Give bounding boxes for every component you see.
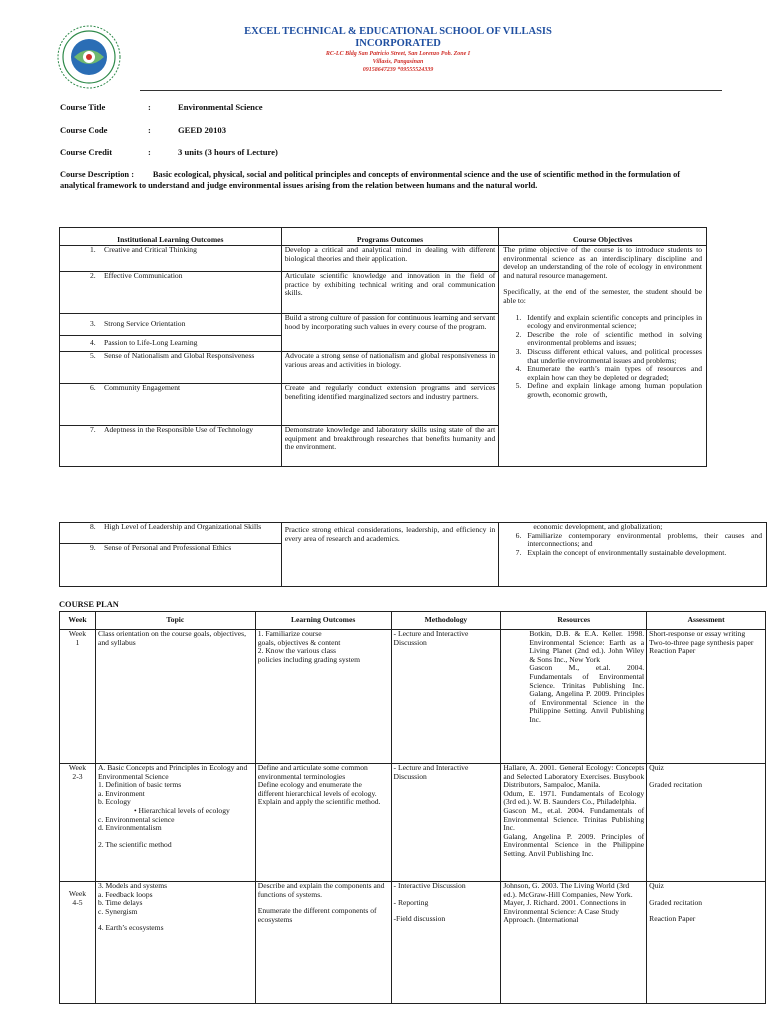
resources-cell <box>501 764 647 882</box>
methodology-cell <box>391 764 501 882</box>
topic-line: c. Synergism <box>97 906 138 916</box>
resource-line: Hallare, A. 2001. General Ecology: Concepts and Selected Laboratory Exercises. Busybook Distributors, Sampaloc, Manila. <box>503 763 645 790</box>
plan-header-outcomes: Learning Outcomes <box>255 612 391 630</box>
po-item: Practice strong ethical considerations, leadership, and efficiency in every area of research and academics. <box>284 525 496 543</box>
plan-header-topic: Topic <box>95 612 255 630</box>
ilo-num: 2. <box>90 271 96 280</box>
school-contact: 09158647239 *09555524339 <box>362 67 434 73</box>
ilo-text: Sense of Nationalism and Global Responsiveness <box>104 351 255 360</box>
assessment-line: Reaction Paper <box>649 646 696 656</box>
co-num: 2. <box>515 329 522 339</box>
co-item <box>503 532 762 549</box>
table-row <box>60 882 766 1004</box>
course-description-label: Course Description <box>60 170 130 179</box>
outcome-line: policies including grading system <box>257 654 361 664</box>
topic-line: 4. Earth’s ecosystems <box>97 923 164 933</box>
ilo-column <box>60 523 282 587</box>
co-continued: economic development, and globalization; <box>533 522 663 531</box>
assessment-line: Quiz <box>649 763 664 772</box>
resources-cell <box>501 630 647 764</box>
outcome-line: 2. Know the various class <box>257 646 336 656</box>
ilo-text: Creative and Critical Thinking <box>104 245 197 254</box>
co-item <box>503 331 702 348</box>
header-divider <box>140 90 722 91</box>
ilo-item <box>60 336 281 352</box>
outcomes-cell <box>255 630 391 764</box>
colon: : <box>131 170 134 179</box>
co-item <box>503 314 702 331</box>
outcome-line: Define and articulate some common environmental terminologies <box>257 763 368 781</box>
po-column <box>281 246 499 467</box>
school-name-line-1: EXCEL TECHNICAL & EDUCATIONAL SCHOOL OF VILLASIS <box>244 26 552 37</box>
topic-line: 3. Models and systems <box>97 881 168 890</box>
resource-line: Mayer, J. Richard. 2001. Connections in Environmental Science: A Case Study Approach. (International <box>503 898 626 925</box>
ilo-text: Community Engagement <box>104 383 181 392</box>
topic-line: • Hierarchical levels of ecology <box>133 805 230 815</box>
methodology-cell <box>391 630 501 764</box>
po-item: Advocate a strong sense of nationalism and global responsiveness in various areas and activities in biology. <box>282 352 499 384</box>
ilo-num: 4. <box>90 338 96 347</box>
co-header: Course Objectives <box>499 228 707 246</box>
co-text: Discuss different ethical values, and political processes that underlie environmental issues and problems; <box>527 346 702 365</box>
assessment-cell <box>647 630 766 764</box>
plan-header-week: Week <box>60 612 96 630</box>
plan-header-row <box>60 612 766 630</box>
co-num: 6. <box>515 530 522 540</box>
po-item: Create and regularly conduct extension programs and services benefiting identified marginalized sectors and industry partners. <box>282 384 499 426</box>
school-name-line-2: INCORPORATED <box>355 38 441 49</box>
plan-header-assessment: Assessment <box>647 612 766 630</box>
colon: : <box>148 125 151 135</box>
week-number: 1 <box>75 637 80 647</box>
resource-line: Botkin, D.B. & E.A. Keller. 1998. Environmental Science: Earth as a Living Planet (2nd ed.). John Wiley & Sons Inc., New York <box>529 629 645 664</box>
week-cell <box>60 630 96 764</box>
assessment-cell <box>647 882 766 1004</box>
course-title-value: Environmental Science <box>178 102 263 112</box>
table-row <box>60 764 766 882</box>
co-item <box>503 549 762 558</box>
ilo-item <box>60 272 281 314</box>
topic-line: a. Feedback loops <box>97 889 153 899</box>
ilo-num: 6. <box>90 383 96 392</box>
po-column <box>281 523 499 587</box>
resource-line: Gascon M., et.al. 2004. Fundamentals of Environmental Science. Trinitas Publishing Inc. <box>503 805 645 833</box>
co-text: Define and explain linkage among human population growth, economic growth, <box>527 381 702 399</box>
method-line: - Interactive Discussion <box>393 881 466 890</box>
assessment-line: Quiz <box>649 881 664 890</box>
outcomes-table <box>59 227 707 467</box>
ilo-item <box>60 384 281 426</box>
week-label: Week <box>68 889 87 898</box>
co-text: Familiarize contemporary environmental problems, their causes and interconnections; and <box>527 530 762 549</box>
course-credit-label: Course Credit <box>60 147 113 157</box>
method-line: -Field discussion <box>393 914 446 924</box>
topic-line: Class orientation on the course goals, objectives, and syllabus <box>97 629 246 647</box>
outcome-line: Enumerate the different components of ecosystems <box>257 906 377 924</box>
methodology-cell <box>391 882 501 1004</box>
plan-header-resources: Resources <box>501 612 647 630</box>
outcomes-cell <box>255 764 391 882</box>
co-intro: The prime objective of the course is to introduce students to environmental science as an interdisciplinary discipline and develop an understanding of the role of ecology in environment and natural resource management. <box>503 245 702 280</box>
assessment-line: Graded recitation <box>649 779 703 789</box>
ilo-text: High Level of Leadership and Organizational Skills <box>104 522 262 531</box>
topic-cell <box>95 882 255 1004</box>
co-item <box>503 382 702 399</box>
co-num: 5. <box>515 381 522 391</box>
ilo-num: 5. <box>90 351 96 360</box>
course-plan-table <box>59 611 766 1004</box>
co-item <box>503 348 702 365</box>
ilo-num: 1. <box>90 245 96 254</box>
co-text: Explain the concept of environmentally sustainable development. <box>527 547 727 557</box>
week-label: Week <box>68 763 87 772</box>
resources-cell <box>501 882 647 1004</box>
assessment-line: Reaction Paper <box>649 914 696 924</box>
school-address-1: RC-LC Bldg San Patricio Street, San Lorenzo Pob. Zone I <box>325 51 471 57</box>
co-text: Identify and explain scientific concepts and principles in ecology and environmental science; <box>527 312 702 331</box>
assessment-line: Short-response or essay writing <box>649 629 746 638</box>
po-header: Programs Outcomes <box>281 228 499 246</box>
topic-line: b. Time delays <box>97 898 143 908</box>
ilo-text: Sense of Personal and Professional Ethics <box>104 543 232 552</box>
co-column <box>499 246 707 467</box>
ilo-item <box>60 523 281 544</box>
outcome-line: Define ecology and enumerate the different hierarchical levels of ecology. <box>257 780 377 798</box>
ilo-item <box>60 544 281 553</box>
topic-line: a. Environment <box>97 788 145 798</box>
ilo-text: Effective Communication <box>104 271 183 280</box>
po-item: Articulate scientific knowledge and innovation in the field of practice by exhibiting technical writing and oral communication skills. <box>282 272 499 314</box>
ilo-num: 3. <box>90 319 96 328</box>
resource-line: Odum, E. 1971. Fundamentals of Ecology (3rd ed.). W. B. Saunders Co., Philadelphia. <box>503 788 645 807</box>
ilo-item <box>60 352 281 384</box>
topic-cell <box>95 630 255 764</box>
course-credit-value: 3 units (3 hours of Lecture) <box>178 147 278 157</box>
topic-line: c. Environmental science <box>97 814 175 824</box>
course-description <box>60 169 710 191</box>
resource-line: Gascon M., et.al. 2004. Fundamentals of Environmental Science. Trinitas Publishing Inc. Galang, Angelina P. 2009. Principles of Environmental Science in the Philippine Setting. Anvil Publishing Inc. <box>529 663 645 724</box>
topic-line: 1. Definition of basic terms <box>97 780 182 790</box>
po-item: Demonstrate knowledge and laboratory skills using state of the art equipment and breakthrough researches that benefits humanity and the environment. <box>284 425 496 452</box>
outcome-line: Describe and explain the components and functions of systems. <box>257 881 385 899</box>
course-plan-title: COURSE PLAN <box>59 600 119 609</box>
resource-line: Johnson, G. 2003. The Living World (3rd ed.). McGraw-Hill Companies, New York. <box>503 881 633 899</box>
co-text: Describe the role of scientific method in solving environmental problems and issues; <box>527 329 702 348</box>
table-row <box>60 630 766 764</box>
po-item: Build a strong culture of passion for continuous learning and servant hood by incorporating such values in every course of the program. <box>282 314 499 352</box>
ilo-item <box>60 246 281 272</box>
outcome-line: Explain and apply the scientific method. <box>257 797 381 807</box>
co-num: 1. <box>515 312 522 322</box>
assessment-cell <box>647 764 766 882</box>
topic-cell <box>95 764 255 882</box>
method-line: - Lecture and Interactive Discussion <box>393 763 469 781</box>
school-logo-icon <box>56 24 122 90</box>
ilo-item <box>60 426 281 466</box>
course-code-value: GEED 20103 <box>178 125 226 135</box>
ilo-column <box>60 246 282 467</box>
ilo-text: Strong Service Orientation <box>104 319 186 328</box>
outcome-line: goals, objectives & content <box>257 637 341 647</box>
co-item <box>503 365 702 382</box>
week-cell <box>60 764 96 882</box>
co-num: 3. <box>515 346 522 356</box>
ilo-num: 8. <box>90 522 96 531</box>
course-code-label: Course Code <box>60 125 108 135</box>
school-header-text <box>228 26 568 74</box>
colon: : <box>148 147 151 157</box>
method-line: - Lecture and Interactive Discussion <box>393 629 469 647</box>
co-list <box>503 314 702 400</box>
co-column <box>499 523 767 587</box>
method-line: - Reporting <box>393 897 429 907</box>
ilo-num: 7. <box>90 425 96 434</box>
outcome-line: 1. Familiarize course <box>257 629 322 638</box>
co-num: 7. <box>515 547 522 557</box>
course-description-text: Basic ecological, physical, social and political principles and concepts of environmental science and the use of scientific method in the formulation of analytical framework to understand and judge environmental issues arising from the relation between humans and the natural world. <box>60 170 681 190</box>
outcomes-cell <box>255 882 391 1004</box>
resource-line: Galang, Angelina P. 2009. Principles of Environmental Science in the Philippine Setting. Anvil Publishing Inc. <box>503 831 645 858</box>
colon: : <box>148 102 151 112</box>
co-num: 4. <box>515 364 522 374</box>
ilo-text: Adeptness in the Responsible Use of Technology <box>104 425 254 434</box>
po-item: Develop a critical and analytical mind in dealing with different biological theories and their application. <box>282 246 499 272</box>
assessment-line: Two-to-three page synthesis paper <box>649 637 754 647</box>
week-cell <box>60 882 96 1004</box>
topic-line: A. Basic Concepts and Principles in Ecology and Environmental Science <box>97 763 248 781</box>
co-text: Enumerate the earth’s main types of resources and explain how can they be depleted or degraded; <box>527 364 702 382</box>
course-title-label: Course Title <box>60 102 106 112</box>
topic-line: d. Environmentalism <box>97 823 162 833</box>
document-header <box>0 18 768 90</box>
week-number: 4-5 <box>72 897 83 907</box>
topic-line: b. Ecology <box>97 797 131 807</box>
co-specific: Specifically, at the end of the semester, the student should be able to: <box>503 287 702 305</box>
topic-line: 2. The scientific method <box>97 839 172 849</box>
week-label: Week <box>68 629 87 638</box>
ilo-text: Passion to Life-Long Learning <box>104 338 198 347</box>
plan-header-methodology: Methodology <box>391 612 501 630</box>
ilo-header: Institutional Learning Outcomes <box>60 228 282 246</box>
week-number: 2-3 <box>72 771 83 781</box>
assessment-line: Graded recitation <box>649 897 703 907</box>
outcomes-table-continued <box>59 522 767 587</box>
school-address-2: Villasis, Pangasinan <box>372 59 424 65</box>
ilo-item <box>60 314 281 336</box>
ilo-num: 9. <box>90 543 96 552</box>
